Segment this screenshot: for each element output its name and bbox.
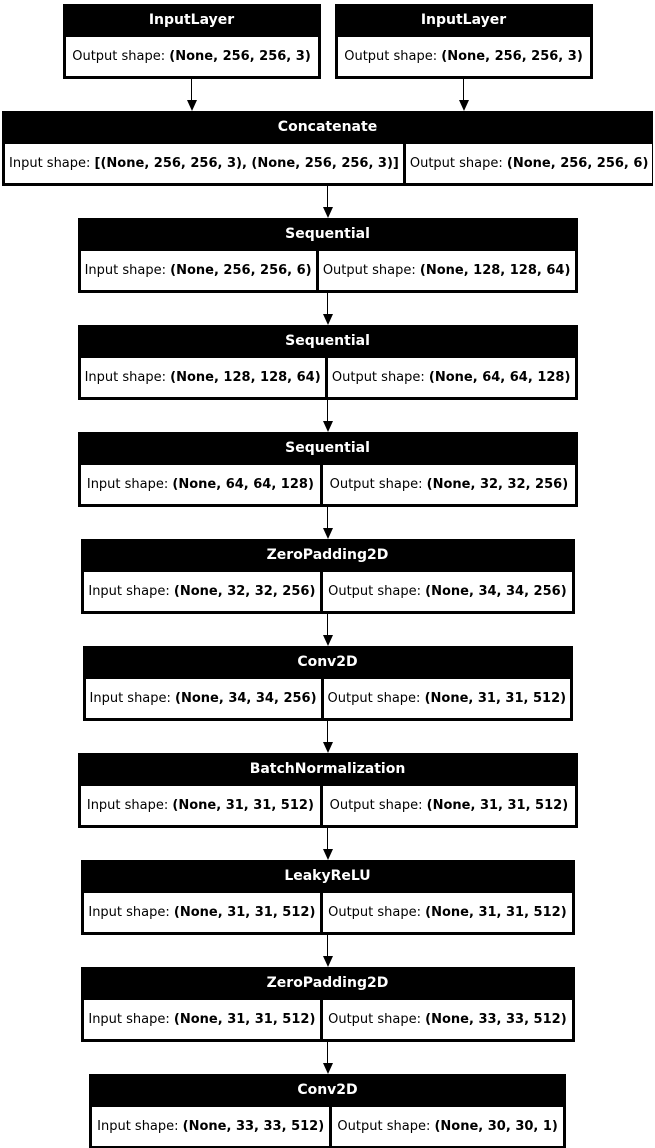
layer-node-leakyrelu: [81, 860, 575, 935]
edge-gap: [0, 400, 655, 432]
output-shape-cell: Output shape: (None, 31, 31, 512): [323, 786, 574, 825]
input-shape-cell: Input shape: (None, 256, 256, 6): [81, 251, 316, 290]
edge-gap: [0, 935, 655, 967]
edge-gap: [0, 507, 655, 539]
output-shape-cell: Output shape: (None, 33, 33, 512): [323, 1000, 571, 1039]
layer-node-inputlayer-2: [335, 4, 593, 79]
input-shape-cell: Input shape: (None, 128, 128, 64): [81, 358, 325, 397]
layer-title: Concatenate: [277, 119, 378, 135]
layer-node-sequential-3: [78, 432, 578, 507]
layer-node-conv2d-1: [83, 646, 573, 721]
layer-node-zeropadding2d-2: [81, 967, 575, 1042]
output-shape-cell: Output shape: (None, 128, 128, 64): [319, 251, 575, 290]
layer-title: Conv2D: [297, 654, 358, 670]
output-shape-cell: Output shape: (None, 31, 31, 512): [324, 679, 571, 718]
input-shape-cell: Input shape: (None, 33, 33, 512): [92, 1107, 329, 1146]
input-shape-cell: Input shape: (None, 34, 34, 256): [86, 679, 321, 718]
output-shape-cell: Output shape: (None, 31, 31, 512): [323, 893, 571, 932]
input-shape-cell: Input shape: (None, 31, 31, 512): [84, 1000, 321, 1039]
layer-title: BatchNormalization: [249, 761, 406, 777]
edge-gap: [0, 293, 655, 325]
layer-node-sequential-1: [78, 218, 578, 293]
layer-title: Conv2D: [297, 1082, 358, 1098]
edge-gap: [0, 614, 655, 646]
output-shape-cell: Output shape: (None, 34, 34, 256): [323, 572, 571, 611]
output-shape-cell: Output shape: (None, 30, 30, 1): [332, 1107, 563, 1146]
output-shape-cell: Output shape: (None, 64, 64, 128): [328, 358, 575, 397]
layer-node-batchnormalization: [78, 753, 578, 828]
layer-node-conv2d-2: [89, 1074, 566, 1148]
output-shape-cell: Output shape: (None, 256, 256, 3): [338, 37, 590, 76]
input-layers-row: [0, 4, 655, 79]
layer-title: LeakyReLU: [284, 868, 371, 884]
layer-node-concatenate: [2, 111, 653, 186]
layer-node-inputlayer-1: [63, 4, 321, 79]
output-shape-cell: Output shape: (None, 32, 32, 256): [323, 465, 574, 504]
input-shape-cell: Input shape: (None, 31, 31, 512): [81, 786, 321, 825]
layer-node-sequential-2: [78, 325, 578, 400]
layer-title: Sequential: [285, 333, 370, 349]
input-shape-cell: Input shape: (None, 32, 32, 256): [84, 572, 321, 611]
edge-gap: [0, 79, 655, 111]
layer-title: ZeroPadding2D: [266, 975, 389, 991]
output-shape-cell: Output shape: (None, 256, 256, 6): [406, 144, 653, 183]
layer-title: ZeroPadding2D: [266, 547, 389, 563]
layer-title: Sequential: [285, 440, 370, 456]
input-shape-cell: Input shape: (None, 64, 64, 128): [81, 465, 321, 504]
layer-node-zeropadding2d-1: [81, 539, 575, 614]
layer-title: InputLayer: [420, 12, 507, 28]
edge-gap: [0, 721, 655, 753]
output-shape-cell: Output shape: (None, 256, 256, 3): [66, 37, 318, 76]
input-shape-cell: Input shape: (None, 31, 31, 512): [84, 893, 321, 932]
edge-gap: [0, 828, 655, 860]
edge-gap: [0, 186, 655, 218]
layer-title: Sequential: [285, 226, 370, 242]
layer-title: InputLayer: [148, 12, 235, 28]
edge-gap: [0, 1042, 655, 1074]
input-shape-cell: Input shape: [(None, 256, 256, 3), (None, 256, 256, 3)]: [5, 144, 403, 183]
